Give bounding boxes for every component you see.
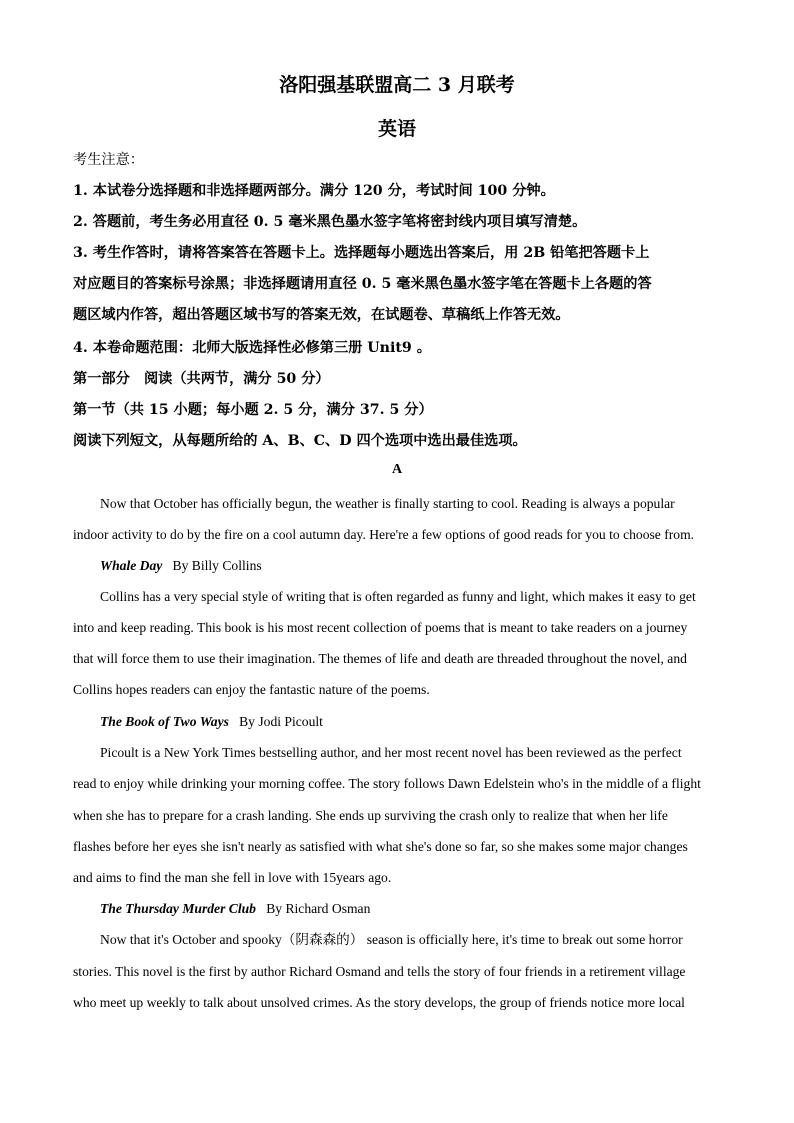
book1-line-2: into and keep reading. This book is his most recent collection of poems that is meant to take readers on a journey xyxy=(73,620,688,635)
passage-label: A xyxy=(391,462,403,477)
intro-line-2: indoor activity to do by the fire on a cool autumn day. Here're a few options of good reads for you to choose from. xyxy=(73,527,695,542)
notice-item-3-cont-2: 题区域内作答，超出答题区域书写的答案无效，在试题卷、草稿纸上作答无效。 xyxy=(73,307,570,323)
book2-line-4: flashes before her eyes she isn't nearly as satisfied with what she's done so far, so she makes some major changes xyxy=(73,839,688,854)
book1-line-1: Collins has a very special style of writing that is often regarded as funny and light, which makes it easy to get xyxy=(100,589,696,604)
book3-line-3: who meet up weekly to talk about unsolved crimes. As the story develops, the group of friends notice more local xyxy=(73,995,685,1010)
book1-line-4: Collins hopes readers can enjoy the fantastic nature of the poems. xyxy=(73,682,430,697)
part-title: 第一部分 阅读（共两节，满分 50 分） xyxy=(73,371,330,387)
section-title: 第一节（共 15 小题；每小题 2. 5 分，满分 37. 5 分） xyxy=(73,402,433,418)
book-heading-2 xyxy=(100,712,323,732)
book2-line-5: and aims to find the man she fell in love with 15years ago. xyxy=(73,870,392,885)
book-heading-1 xyxy=(100,556,262,576)
subject-title: 英语 xyxy=(377,118,416,140)
intro-line-1: Now that October has officially begun, the weather is finally starting to cool. Reading is always a popular xyxy=(100,496,675,511)
section-instruction: 阅读下列短文，从每题所给的 A、B、C、D 四个选项中选出最佳选项。 xyxy=(73,433,527,449)
book3-line-2: stories. This novel is the first by author Richard Osmand and tells the story of four friends in a retirement village xyxy=(73,964,686,979)
book-author: By Richard Osman xyxy=(266,901,371,916)
book-title: Whale Day xyxy=(100,558,163,573)
notice-item-4: 4. 本卷命题范围：北师大版选择性必修第三册 Unit9 。 xyxy=(73,340,431,356)
book-title: The Book of Two Ways xyxy=(100,714,229,729)
notice-item-2: 2. 答题前，考生务必用直径 0. 5 毫米黑色墨水签字笔将密封线内项目填写清楚。 xyxy=(73,214,587,230)
notice-item-3-cont-1: 对应题目的答案标号涂黑；非选择题请用直径 0. 5 毫米黑色墨水签字笔在答题卡上各题的答 xyxy=(73,276,652,292)
book-title: The Thursday Murder Club xyxy=(100,901,256,916)
book2-line-3: when she has to prepare for a crash landing. She ends up surviving the crash only to realize that when her life xyxy=(73,808,668,823)
notice-item-3: 3. 考生作答时，请将答案答在答题卡上。选择题每小题选出答案后，用 2B 铅笔把答题卡上 xyxy=(73,245,650,261)
exam-title: 洛阳强基联盟高二 3 月联考 xyxy=(279,74,515,96)
book-author: By Jodi Picoult xyxy=(239,714,323,729)
book1-line-3: that will force them to use their imagination. The themes of life and death are threaded throughout the novel, and xyxy=(73,651,687,666)
notice-item-1: 1. 本试卷分选择题和非选择题两部分。满分 120 分，考试时间 100 分钟。 xyxy=(73,183,555,199)
book2-line-1: Picoult is a New York Times bestselling author, and her most recent novel has been reviewed as the perfect xyxy=(100,745,682,760)
book3-line-1: Now that it's October and spooky（阴森森的） season is officially here, it's time to break out some horror xyxy=(100,932,683,947)
book-author: By Billy Collins xyxy=(172,558,262,573)
book-heading-3 xyxy=(100,899,370,919)
notice-heading: 考生注意： xyxy=(73,152,144,168)
book2-line-2: read to enjoy while drinking your morning coffee. The story follows Dawn Edelstein who's in the middle of a flight xyxy=(73,776,701,791)
